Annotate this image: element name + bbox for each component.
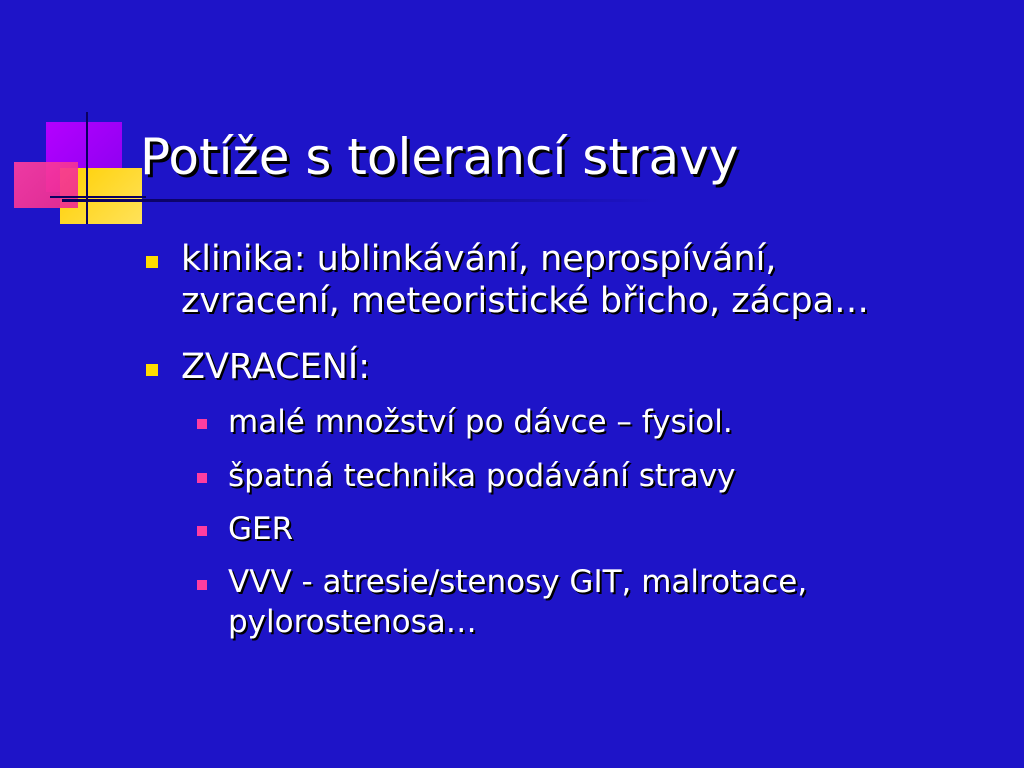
bullet-item-zvraceni	[181, 346, 370, 388]
bullet-line: malé množství po dávce – fysiol.	[228, 404, 733, 440]
sub-bullet-item	[228, 509, 293, 549]
bullet-square-icon	[146, 364, 158, 376]
bullet-item-klinika	[181, 238, 869, 322]
bullet-line: zvracení, meteoristické břicho, zácpa…	[181, 281, 870, 321]
sub-bullet-square-icon	[197, 526, 207, 536]
decorative-vertical-line	[86, 112, 88, 224]
sub-bullet-square-icon	[197, 473, 207, 483]
bullet-line: pylorostenosa…	[228, 604, 477, 640]
sub-bullet-item	[228, 402, 733, 442]
bullet-line: ZVRACENÍ:	[181, 347, 370, 387]
bullet-line: klinika: ublinkávání, neprospívání,	[181, 239, 777, 279]
bullet-line: VVV - atresie/stenosy GIT, malrotace,	[228, 564, 808, 600]
bullet-line: GER	[228, 511, 294, 547]
sub-bullet-square-icon	[197, 580, 207, 590]
decorative-horizontal-line	[50, 196, 146, 198]
bullet-square-icon	[146, 256, 158, 268]
sub-bullet-square-icon	[197, 419, 207, 429]
title-underline	[62, 199, 662, 202]
slide-title: Potíže s tolerancí stravy	[140, 128, 739, 186]
sub-bullet-item	[228, 562, 807, 642]
sub-bullet-item	[228, 456, 735, 496]
bullet-line: špatná technika podávání stravy	[228, 458, 736, 494]
